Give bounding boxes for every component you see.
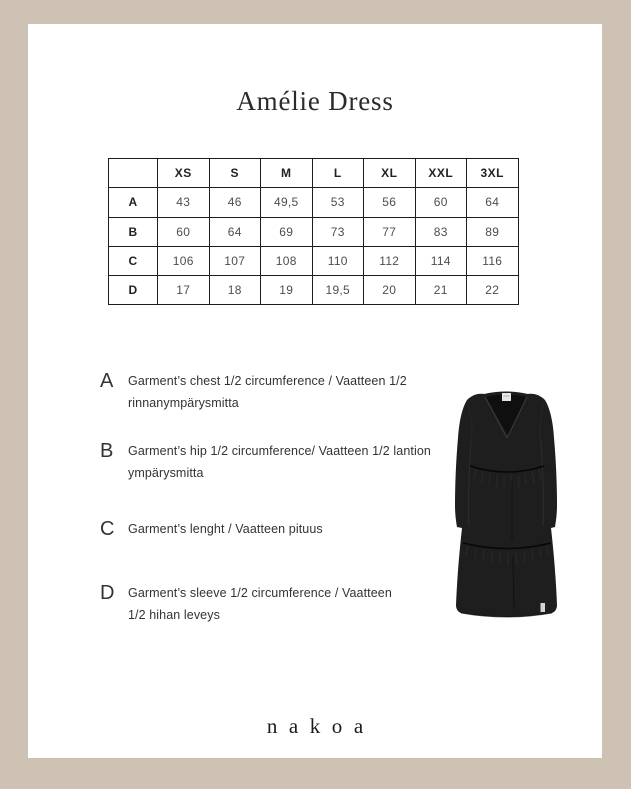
cell-a-l: 53 — [312, 188, 364, 217]
cell-c-s: 107 — [209, 246, 261, 275]
hem-tag — [541, 603, 546, 612]
row-label-c: C — [109, 246, 158, 275]
cell-a-xl: 56 — [364, 188, 416, 217]
legend-text-b — [128, 440, 431, 484]
legend-letter-b: B — [100, 440, 114, 462]
cell-a-m: 49,5 — [261, 188, 313, 217]
cell-b-xs: 60 — [158, 217, 210, 246]
cell-d-l: 19,5 — [312, 276, 364, 305]
product-title: Amélie Dress — [236, 86, 394, 116]
product-photo-black-dress — [440, 385, 580, 625]
cell-c-xxl: 114 — [415, 246, 467, 275]
legend-text-c — [128, 518, 323, 540]
size-header-m: M — [261, 159, 313, 188]
cell-a-s: 46 — [209, 188, 261, 217]
cell-d-xl: 20 — [364, 276, 416, 305]
cell-a-3xl: 64 — [467, 188, 519, 217]
size-header-l: L — [312, 159, 364, 188]
cell-b-xl: 77 — [364, 217, 416, 246]
legend-a-line1: Garment’s chest 1/2 circumference / Vaatteen 1/2 — [128, 374, 407, 388]
cell-c-l: 110 — [312, 246, 364, 275]
cell-b-xxl: 83 — [415, 217, 467, 246]
legend-item-c — [100, 518, 323, 540]
cell-d-xs: 17 — [158, 276, 210, 305]
size-chart-card — [28, 24, 602, 758]
neck-label — [502, 393, 511, 401]
cell-b-l: 73 — [312, 217, 364, 246]
legend-d-line2: 1/2 hihan leveys — [128, 608, 220, 622]
cell-d-s: 18 — [209, 276, 261, 305]
brand-logo: nakoa — [266, 714, 375, 738]
cell-b-3xl: 89 — [467, 217, 519, 246]
table-row-b — [109, 217, 519, 246]
cell-c-m: 108 — [261, 246, 313, 275]
cell-a-xs: 43 — [158, 188, 210, 217]
cell-c-xs: 106 — [158, 246, 210, 275]
table-row-d — [109, 276, 519, 305]
legend-text-a — [128, 370, 407, 414]
cell-c-3xl: 116 — [467, 246, 519, 275]
legend-item-a — [100, 370, 407, 414]
legend-letter-a: A — [100, 370, 114, 392]
table-row-a — [109, 188, 519, 217]
legend-text-d — [128, 582, 392, 626]
size-header-blank — [109, 159, 158, 188]
row-label-a: A — [109, 188, 158, 217]
size-table — [108, 158, 519, 305]
cell-d-3xl: 22 — [467, 276, 519, 305]
legend-a-line2: rinnanympärysmitta — [128, 396, 239, 410]
legend-b-line2: ympärysmitta — [128, 466, 204, 480]
legend-letter-d: D — [100, 582, 115, 604]
legend-letter-c: C — [100, 518, 115, 540]
cell-d-m: 19 — [261, 276, 313, 305]
row-label-d: D — [109, 276, 158, 305]
size-header-s: S — [209, 159, 261, 188]
legend-b-line1: Garment’s hip 1/2 circumference/ Vaatteen 1/2 lantion — [128, 444, 431, 458]
table-row-c — [109, 246, 519, 275]
cell-d-xxl: 21 — [415, 276, 467, 305]
cell-b-m: 69 — [261, 217, 313, 246]
legend-c-line1: Garment’s lenght / Vaatteen pituus — [128, 522, 323, 536]
legend-item-d — [100, 582, 392, 626]
size-table-header-row — [109, 159, 519, 188]
row-label-b: B — [109, 217, 158, 246]
size-header-xxl: XXL — [415, 159, 467, 188]
cell-c-xl: 112 — [364, 246, 416, 275]
legend-d-line1: Garment’s sleeve 1/2 circumference / Vaatteen — [128, 586, 392, 600]
size-header-xs: XS — [158, 159, 210, 188]
legend-item-b — [100, 440, 431, 484]
size-header-xl: XL — [364, 159, 416, 188]
cell-b-s: 64 — [209, 217, 261, 246]
size-header-3xl: 3XL — [467, 159, 519, 188]
cell-a-xxl: 60 — [415, 188, 467, 217]
